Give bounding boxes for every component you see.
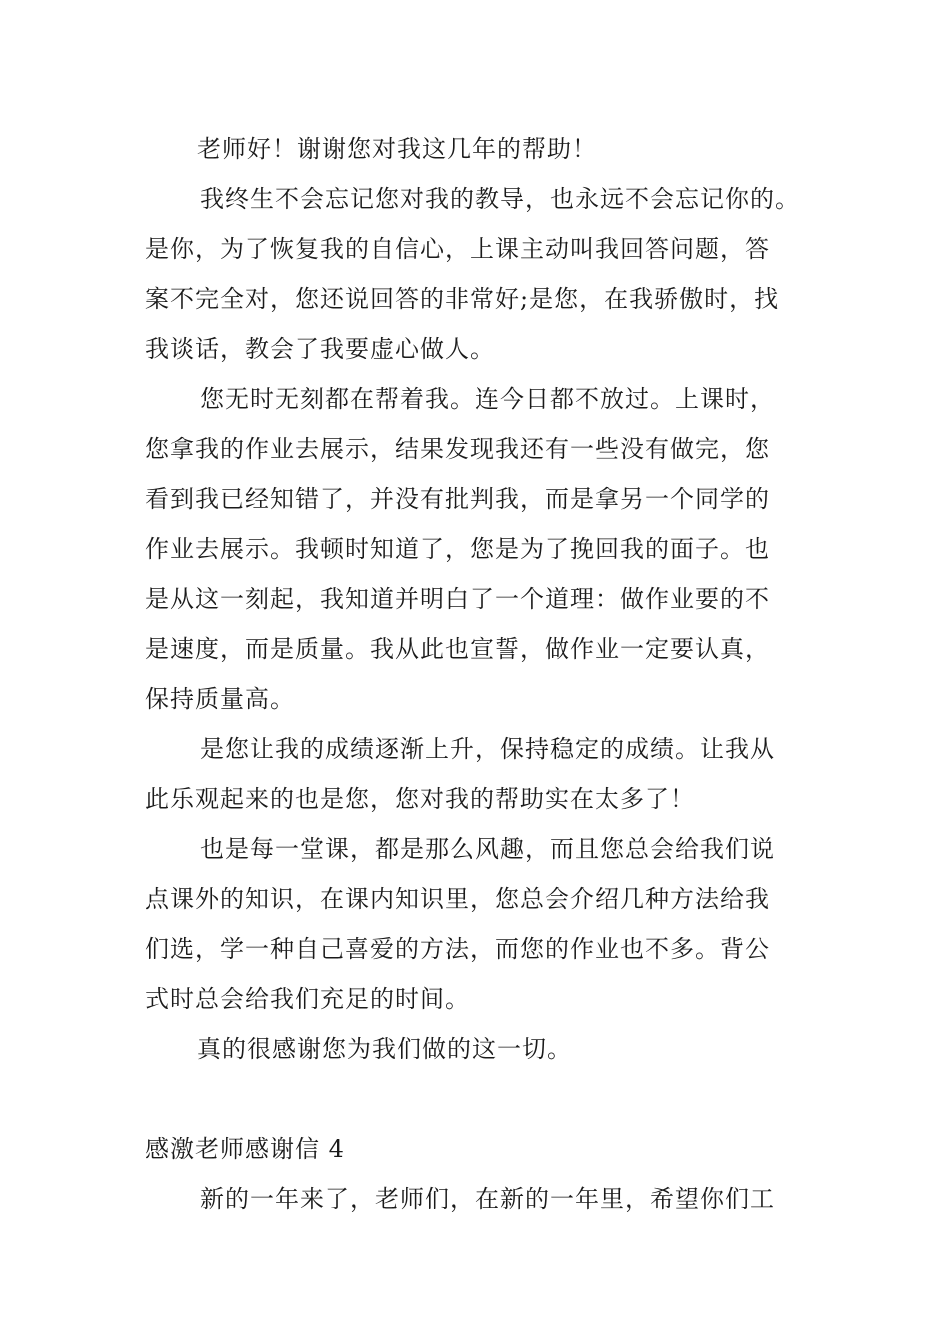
text-line: 真的很感谢您为我们做的这一切。 [197,1035,572,1063]
text-line: 看到我已经知错了，并没有批判我，而是拿另一个同学的 [145,485,770,513]
text-line: 点课外的知识，在课内知识里，您总会介绍几种方法给我 [145,885,770,913]
text-line: 是从这一刻起，我知道并明白了一个道理：做作业要的不 [145,585,770,613]
text-line: 我终生不会忘记您对我的教导，也永远不会忘记你的。 [200,185,800,213]
text-line: 是速度，而是质量。我从此也宣誓，做作业一定要认真， [145,635,770,663]
text-line: 作业去展示。我顿时知道了，您是为了挽回我的面子。也 [145,535,770,563]
text-line: 我谈话，教会了我要虚心做人。 [145,335,495,363]
text-line: 您拿我的作业去展示，结果发现我还有一些没有做完，您 [145,435,770,463]
text-line: 式时总会给我们充足的时间。 [145,985,470,1013]
text-line: 案不完全对，您还说回答的非常好;是您，在我骄傲时，找 [145,285,780,313]
text-line: 新的一年来了，老师们，在新的一年里，希望你们工 [200,1185,775,1213]
text-line: 您无时无刻都在帮着我。连今日都不放过。上课时， [200,385,775,413]
text-line: 是你，为了恢复我的自信心，上课主动叫我回答问题，答 [145,235,770,263]
text-line: 也是每一堂课，都是那么风趣，而且您总会给我们说 [200,835,775,863]
text-line: 老师好！谢谢您对我这几年的帮助！ [197,135,597,163]
text-line: 此乐观起来的也是您，您对我的帮助实在太多了！ [145,785,695,813]
section-heading: 感激老师感谢信 4 [145,1135,345,1163]
text-line: 们选，学一种自己喜爱的方法，而您的作业也不多。背公 [145,935,770,963]
text-line: 是您让我的成绩逐渐上升，保持稳定的成绩。让我从 [200,735,775,763]
text-line: 保持质量高。 [145,685,295,713]
